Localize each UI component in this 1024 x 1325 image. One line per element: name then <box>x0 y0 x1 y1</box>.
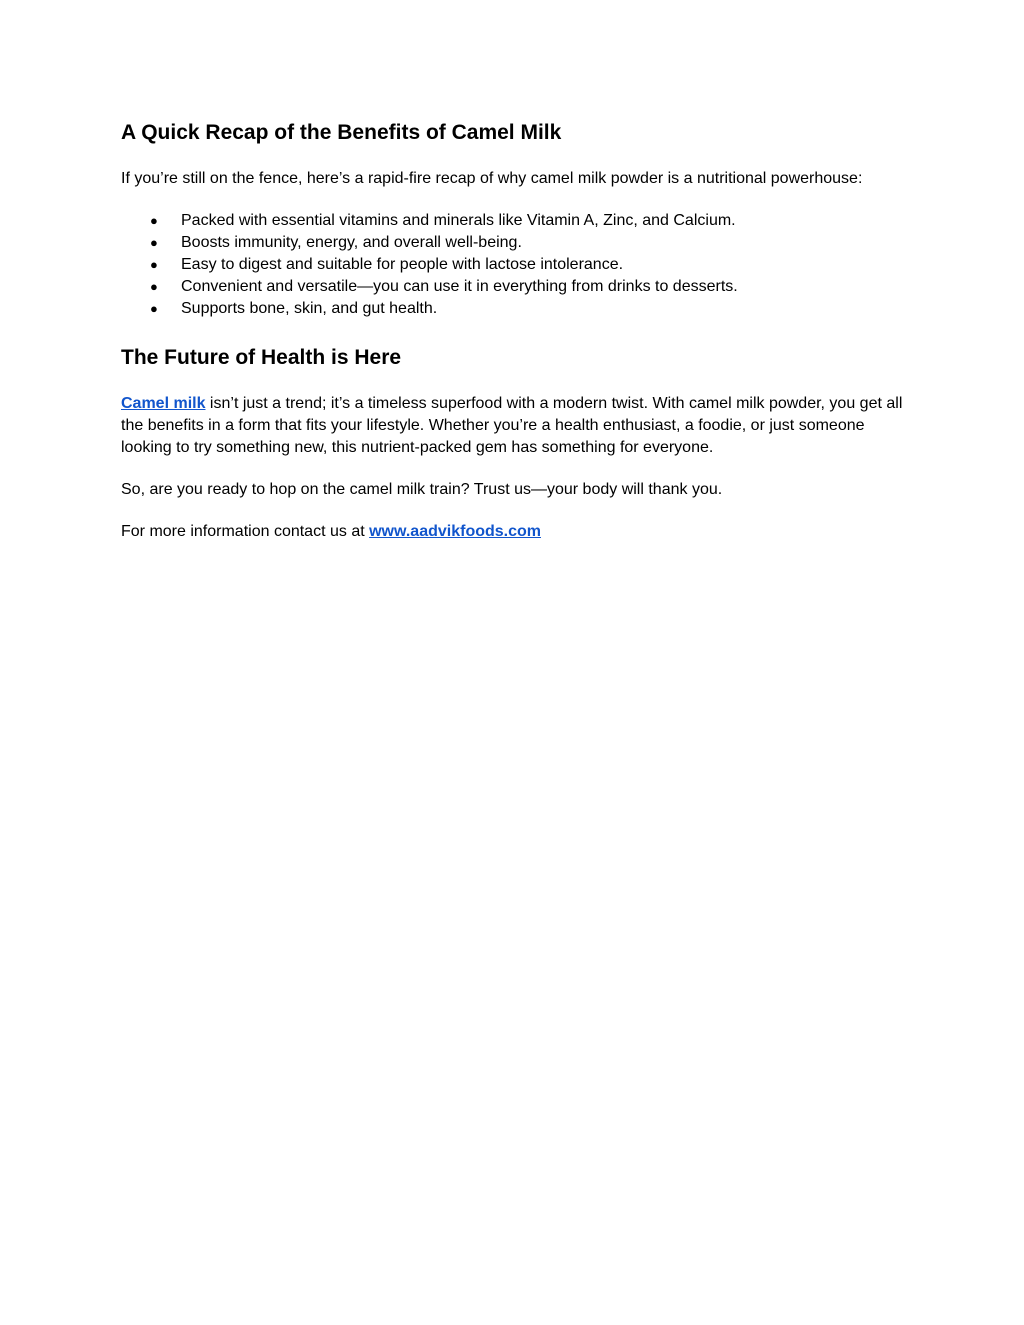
list-item <box>121 232 911 254</box>
future-paragraph <box>121 393 911 459</box>
future-paragraph-text: isn’t just a trend; it’s a timeless superfood with a modern twist. With camel milk powder, you get all the benefits in a form that fits your lifestyle. Whether you’re a health enthusiast, a foodie, or just someone looking to try something new, this nutrient-packed gem has something for everyone. <box>121 395 903 456</box>
website-link[interactable]: www.aadvikfoods.com <box>369 523 541 540</box>
list-item-text: Convenient and versatile—you can use it in everything from drinks to desserts. <box>181 278 738 295</box>
list-item <box>121 210 911 232</box>
bullet-icon: ● <box>150 301 158 316</box>
bullet-icon: ● <box>150 279 158 294</box>
list-item <box>121 254 911 276</box>
list-item-text: Boosts immunity, energy, and overall well-being. <box>181 234 522 251</box>
bullet-icon: ● <box>150 257 158 272</box>
heading-recap: A Quick Recap of the Benefits of Camel Milk <box>121 121 562 144</box>
bullet-icon: ● <box>150 213 158 228</box>
camel-milk-link[interactable]: Camel milk <box>121 395 206 412</box>
contact-paragraph <box>121 521 911 543</box>
list-item <box>121 298 911 320</box>
heading-future: The Future of Health is Here <box>121 346 402 369</box>
list-item-text: Easy to digest and suitable for people with lactose intolerance. <box>181 256 624 273</box>
list-item-text: Packed with essential vitamins and minerals like Vitamin A, Zinc, and Calcium. <box>181 212 736 229</box>
list-item <box>121 276 911 298</box>
benefits-list <box>121 210 911 320</box>
recap-intro-paragraph: If you’re still on the fence, here’s a rapid-fire recap of why camel milk powder is a nutritional powerhouse: <box>121 170 863 187</box>
list-item-text: Supports bone, skin, and gut health. <box>181 300 438 317</box>
ready-paragraph: So, are you ready to hop on the camel milk train? Trust us—your body will thank you. <box>121 481 723 498</box>
contact-prefix: For more information contact us at <box>121 523 370 540</box>
bullet-icon: ● <box>150 235 158 250</box>
